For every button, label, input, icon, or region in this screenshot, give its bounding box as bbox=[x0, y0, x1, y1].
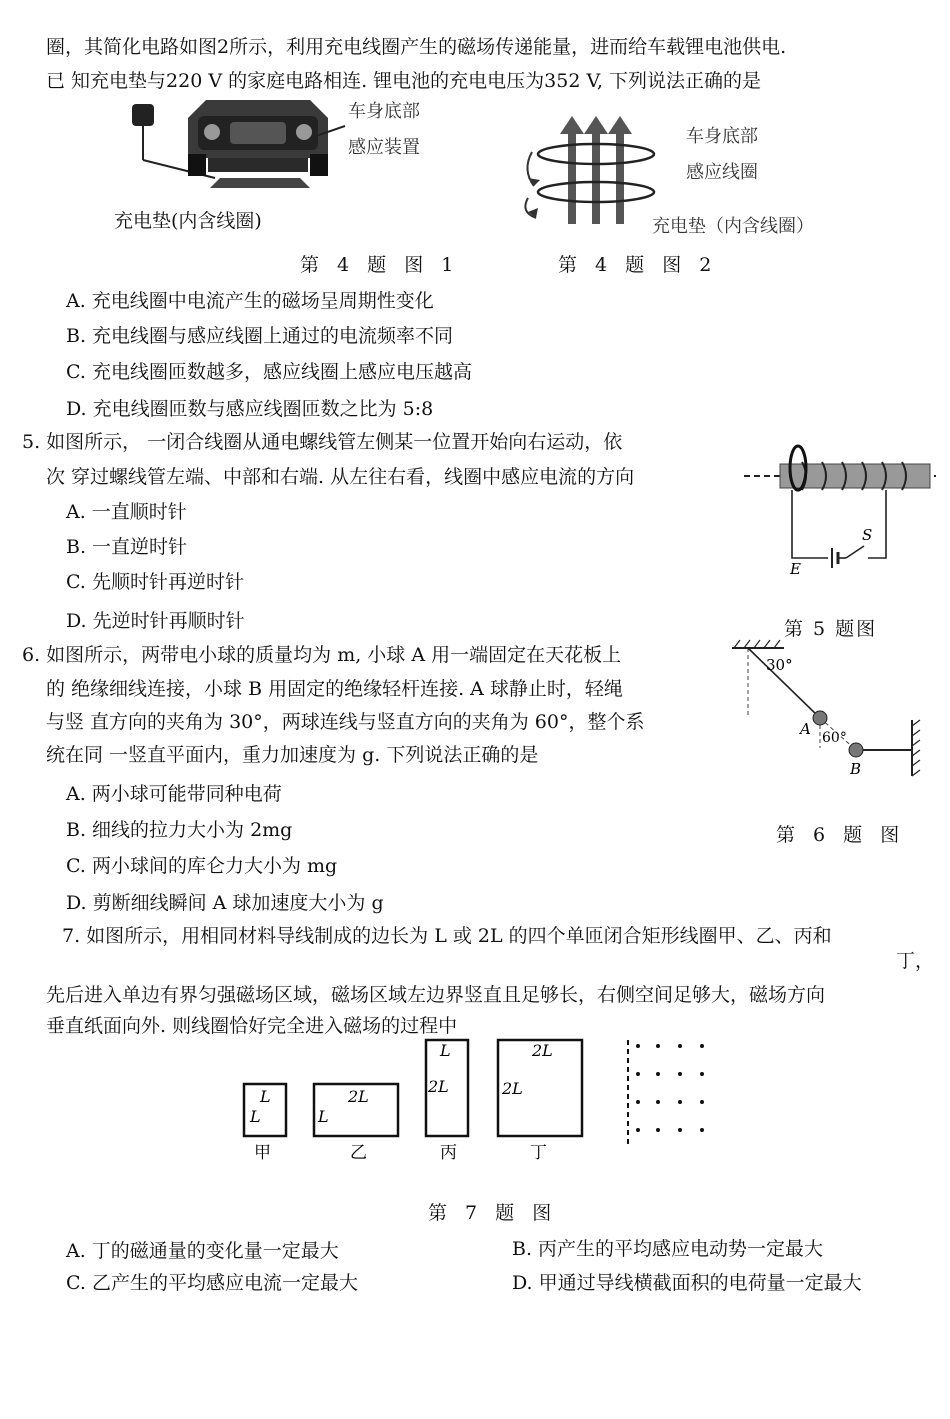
q7-option-b[interactable]: B. 丙产生的平均感应电动势一定最大 bbox=[512, 1238, 824, 1260]
q4-fig2-label-coil-bottom: 感应线圈 bbox=[686, 162, 758, 183]
q5-fig-label-s: S bbox=[862, 526, 873, 544]
charging-pad-icon bbox=[210, 178, 310, 188]
q5-option-c[interactable]: C. 先顺时针再逆时针 bbox=[66, 571, 244, 593]
coil-ding-name: 丁 bbox=[530, 1143, 547, 1163]
coil-jia-side-label: L bbox=[250, 1107, 261, 1126]
q7-option-c[interactable]: C. 乙产生的平均感应电流一定最大 bbox=[66, 1272, 358, 1294]
q4-fig2-label-coil-top: 车身底部 bbox=[686, 126, 758, 147]
q6-stem-line3: 与竖 直方向的夹角为 30°，两球连线与竖直方向的夹角为 60°，整个系 bbox=[46, 711, 645, 733]
coil-bing-name: 丙 bbox=[440, 1143, 457, 1163]
q7-option-a[interactable]: A. 丁的磁通量的变化量一定最大 bbox=[66, 1240, 339, 1262]
coil-jia-top-label: L bbox=[260, 1087, 271, 1106]
coil-ding-top-label: 2L bbox=[532, 1041, 553, 1060]
q4-fig2-caption: 第 4 题 图 2 bbox=[558, 254, 718, 276]
coil-bing-side-label: 2L bbox=[428, 1077, 449, 1096]
q7-stem-line2: 先后进入单边有界匀强磁场区域，磁场区域左边界竖直且足够长，右侧空间足够大，磁场方向 bbox=[46, 984, 826, 1006]
q6-option-b[interactable]: B. 细线的拉力大小为 2mg bbox=[66, 819, 293, 841]
q4-intro-line2: 已 知充电垫与220 V 的家庭电路相连. 锂电池的充电电压为352 V, 下列说法正确的是 bbox=[46, 70, 761, 92]
q6-fig-angle-30: 30° bbox=[766, 656, 793, 674]
charger-box-icon bbox=[132, 104, 154, 126]
q4-intro-line1: 圈，其简化电路如图2所示，利用充电线圈产生的磁场传递能量，进而给车载锂电池供电. bbox=[46, 36, 787, 58]
q4-option-c[interactable]: C. 充电线圈匝数越多，感应线圈上感应电压越高 bbox=[66, 361, 472, 383]
coil-yi-name: 乙 bbox=[350, 1143, 367, 1163]
magnetic-field-arrows-icon bbox=[572, 132, 620, 224]
q6-stem-line1: 6. 如图所示，两带电小球的质量均为 m, 小球 A 用一端固定在天花板上 bbox=[22, 644, 622, 666]
q7-fig-caption: 第 7 题 图 bbox=[428, 1202, 558, 1224]
q4-fig2-label-pad: 充电垫（内含线圈） bbox=[652, 216, 814, 237]
q7-option-d[interactable]: D. 甲通过导线横截面积的电荷量一定最大 bbox=[512, 1272, 862, 1294]
q7-stem-line3: 垂直纸面向外. 则线圈恰好完全进入磁场的过程中 bbox=[46, 1015, 458, 1037]
q6-stem-line4: 统在同 一竖直平面内，重力加速度为 g. 下列说法正确的是 bbox=[46, 744, 539, 766]
q5-fig-caption: 第 5 题图 bbox=[784, 618, 878, 640]
q4-fig1-label-car-top: 车身底部 bbox=[348, 101, 420, 122]
q5-fig-label-e: E bbox=[790, 560, 801, 576]
car-icon bbox=[188, 100, 328, 176]
q7-figure bbox=[230, 1036, 720, 1166]
q5-option-b[interactable]: B. 一直逆时针 bbox=[66, 536, 188, 558]
q6-option-c[interactable]: C. 两小球间的库仑力大小为 mg bbox=[66, 855, 338, 877]
q6-figure bbox=[726, 638, 926, 784]
q6-option-a[interactable]: A. 两小球可能带同种电荷 bbox=[66, 783, 282, 805]
q6-fig-label-a: A bbox=[800, 720, 811, 738]
q4-option-a[interactable]: A. 充电线圈中电流产生的磁场呈周期性变化 bbox=[66, 290, 434, 312]
ball-a-icon bbox=[813, 711, 827, 725]
q6-fig-caption: 第 6 题 图 bbox=[776, 824, 906, 846]
q5-option-d[interactable]: D. 先逆时针再顺时针 bbox=[66, 610, 245, 632]
q4-fig1-label-pad: 充电垫(内含线圈) bbox=[114, 210, 262, 232]
q7-stem-line1: 7. 如图所示，用相同材料导线制成的边长为 L 或 2L 的四个单匝闭合矩形线圈甲、乙、丙和 bbox=[62, 925, 832, 947]
q5-stem-line1: 5. 如图所示， 一闭合线圈从通电螺线管左侧某一位置开始向右运动，依 bbox=[22, 431, 623, 453]
q5-figure bbox=[740, 436, 940, 576]
coil-yi-side-label: L bbox=[318, 1107, 329, 1126]
q5-stem-line2: 次 穿过螺线管左端、中部和右端. 从左往右看，线圈中感应电流的方向 bbox=[46, 466, 635, 488]
q6-fig-angle-60: 60° bbox=[822, 730, 847, 746]
coil-jia-name: 甲 bbox=[254, 1143, 271, 1163]
q6-option-d[interactable]: D. 剪断细线瞬间 A 球加速度大小为 g bbox=[66, 892, 384, 914]
ball-b-icon bbox=[849, 743, 863, 757]
q5-option-a[interactable]: A. 一直顺时针 bbox=[66, 501, 187, 523]
magnetic-field-dots-icon bbox=[636, 1044, 704, 1132]
q4-option-d[interactable]: D. 充电线圈匝数与感应线圈匝数之比为 5:8 bbox=[66, 398, 434, 420]
q4-fig1-caption: 第 4 题 图 1 bbox=[300, 254, 460, 276]
coil-ding-side-label: 2L bbox=[502, 1079, 523, 1098]
coil-bing-top-label: L bbox=[440, 1041, 451, 1060]
q7-stem-line1b: 丁， bbox=[896, 950, 935, 972]
q4-fig1-label-car-bottom: 感应装置 bbox=[348, 137, 420, 158]
q6-stem-line2: 的 绝缘细线连接，小球 B 用固定的绝缘轻杆连接. A 球静止时，轻绳 bbox=[46, 678, 623, 700]
q4-option-b[interactable]: B. 充电线圈与感应线圈上通过的电流频率不同 bbox=[66, 325, 454, 347]
coil-yi-top-label: 2L bbox=[348, 1087, 369, 1106]
q6-fig-label-b: B bbox=[850, 760, 862, 778]
